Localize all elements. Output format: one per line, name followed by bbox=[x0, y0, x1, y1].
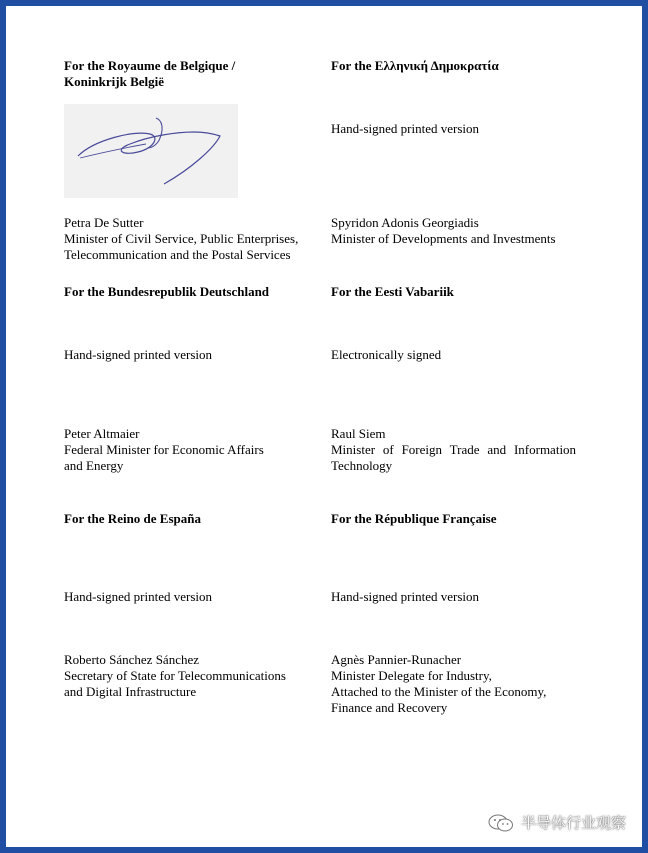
status-germany: Hand-signed printed version bbox=[64, 347, 213, 362]
heading-spain: For the Reino de España bbox=[64, 511, 201, 526]
status-estonia: Electronically signed bbox=[331, 347, 442, 362]
signatory-spain: Roberto Sánchez Sánchez Secretary of State for Telecommunications and Digital Infrastructure bbox=[64, 652, 286, 699]
wechat-icon bbox=[487, 813, 515, 833]
signatory-greece: Spyridon Adonis Georgiadis Minister of Developments and Investments bbox=[331, 215, 556, 246]
signatory-estonia: Raul Siem Minister of Foreign Trade and Information Technology bbox=[331, 426, 577, 473]
heading-germany: For the Bundesrepublik Deutschland bbox=[64, 284, 270, 299]
signatory-germany: Peter Altmaier Federal Minister for Economic Affairs and Energy bbox=[64, 426, 264, 473]
heading-belgium: For the Royaume de Belgique / Koninkrijk België bbox=[64, 58, 236, 89]
status-greece: Hand-signed printed version bbox=[331, 121, 480, 136]
status-france: Hand-signed printed version bbox=[331, 589, 480, 604]
heading-greece: For the Ελληνική Δημοκρατία bbox=[331, 58, 499, 73]
signatory-belgium: Petra De Sutter Minister of Civil Service, Public Enterprises, Telecommunication and the Postal Services bbox=[64, 215, 299, 262]
signatory-france: Agnès Pannier-Runacher Minister Delegate for Industry, Attached to the Minister of the Economy, Finance and Recovery bbox=[331, 652, 547, 715]
heading-estonia: For the Eesti Vabariik bbox=[331, 284, 454, 299]
watermark bbox=[487, 812, 626, 833]
handwritten-signature bbox=[64, 104, 238, 198]
watermark-text: 半导体行业观察 bbox=[520, 814, 626, 832]
status-spain: Hand-signed printed version bbox=[64, 589, 213, 604]
heading-france: For the République Française bbox=[331, 511, 497, 526]
